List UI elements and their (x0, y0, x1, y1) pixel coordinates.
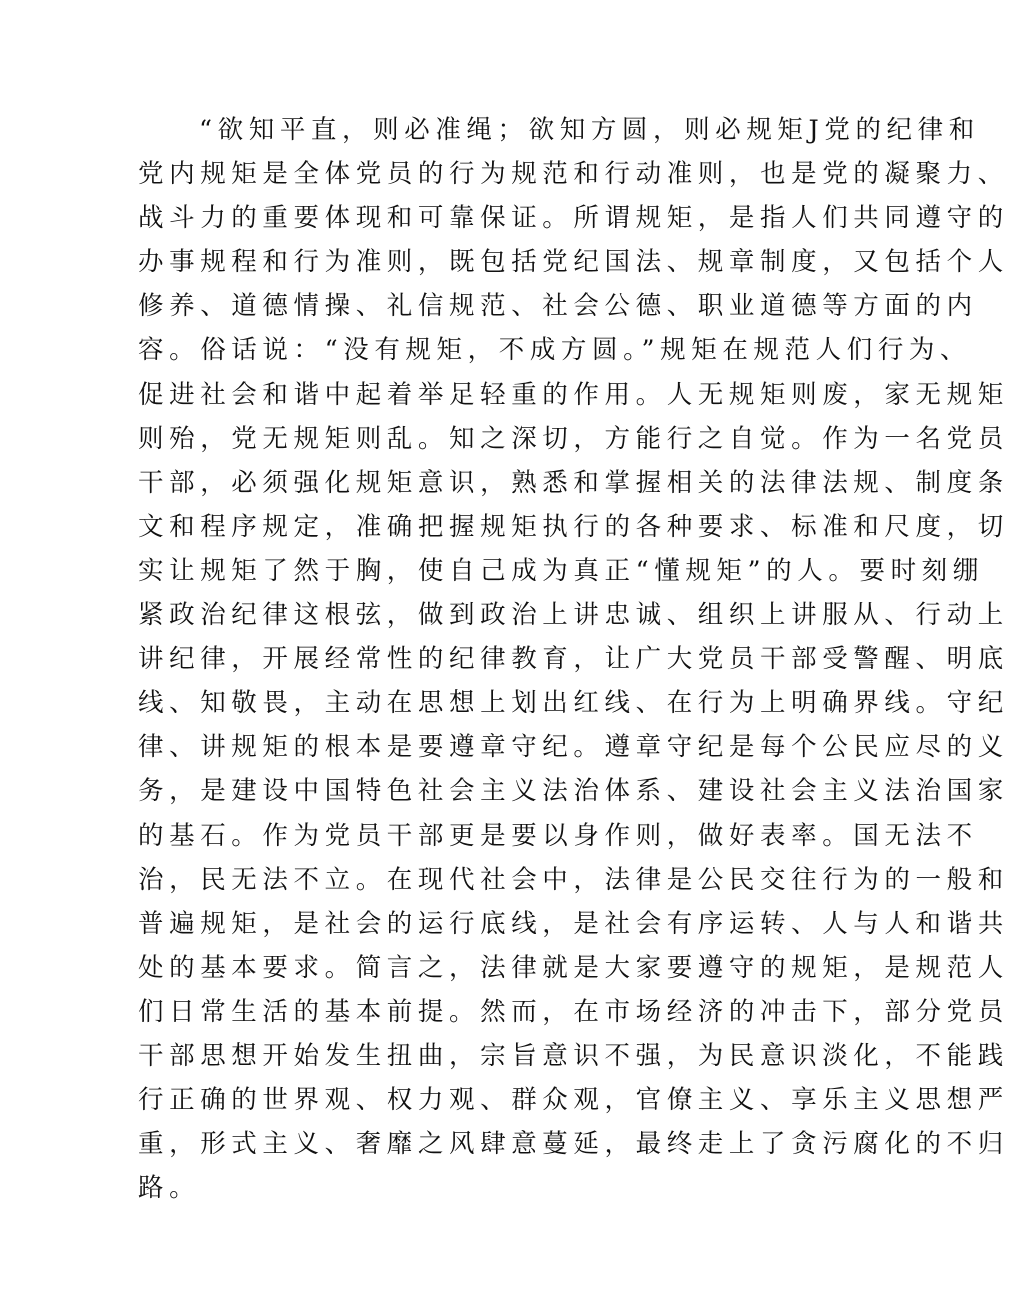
paragraph-line: 们日常生活的基本前提。然而，在市场经济的冲击下，部分党员 (138, 996, 1009, 1027)
paragraph-line: 容。俗话说：“没有规矩，不成方圆。”规矩在规范人们行为、 (138, 335, 972, 366)
paragraph-line: 处的基本要求。简言之，法律就是大家要遵守的规矩，是规范人 (138, 952, 1009, 983)
paragraph-line: 普遍规矩，是社会的运行底线，是社会有序运转、人与人和谐共 (138, 908, 1009, 939)
paragraph-line: 促进社会和谐中起着举足轻重的作用。人无规矩则废，家无规矩 (138, 379, 1009, 410)
paragraph-line: 则殆，党无规矩则乱。知之深切，方能行之自觉。作为一名党员 (138, 423, 1009, 454)
paragraph-line: 干部，必须强化规矩意识，熟悉和掌握相关的法律法规、制度条 (138, 467, 1009, 498)
paragraph-line: 修养、道德情操、礼信规范、社会公德、职业道德等方面的内 (138, 291, 978, 322)
paragraph-line: 治，民无法不立。在现代社会中，法律是公民交往行为的一般和 (138, 864, 1009, 895)
paragraph-line: 讲纪律，开展经常性的纪律教育，让广大党员干部受警醒、明底 (138, 644, 1009, 675)
paragraph-line: 重，形式主义、奢靡之风肆意蔓延，最终走上了贪污腐化的不归 (138, 1129, 1009, 1160)
paragraph-line: 实让规矩了然于胸，使自己成为真正“懂规矩”的人。要时刻绷 (138, 555, 984, 586)
paragraph-line: 紧政治纪律这根弦，做到政治上讲忠诚、组织上讲服从、行动上 (138, 600, 1009, 631)
paragraph-line: 文和程序规定，准确把握规矩执行的各种要求、标准和尺度，切 (138, 511, 1009, 542)
paragraph-line: 律、讲规矩的根本是要遵章守纪。遵章守纪是每个公民应尽的义 (138, 732, 1009, 763)
paragraph-line: 路。 (138, 1173, 201, 1204)
paragraph-line: 线、知敬畏，主动在思想上划出红线、在行为上明确界线。守纪 (138, 688, 1009, 719)
paragraph-line: 办事规程和行为准则，既包括党纪国法、规章制度，又包括个人 (138, 247, 1009, 278)
paragraph-line: 的基石。作为党员干部更是要以身作则，做好表率。国无法不 (138, 820, 978, 851)
paragraph-line: 战斗力的重要体现和可靠保证。所谓规矩，是指人们共同遵守的 (138, 203, 1009, 234)
paragraph-line: “欲知平直，则必准绳；欲知方圆，则必规矩J党的纪律和 (199, 115, 980, 145)
paragraph-line: 党内规矩是全体党员的行为规范和行动准则，也是党的凝聚力、 (138, 159, 1009, 190)
paragraph-line: 行正确的世界观、权力观、群众观，官僚主义、享乐主义思想严 (138, 1085, 1009, 1116)
paragraph-line: 务，是建设中国特色社会主义法治体系、建设社会主义法治国家 (138, 776, 1009, 807)
paragraph-line: 干部思想开始发生扭曲，宗旨意识不强，为民意识淡化，不能践 (138, 1040, 1009, 1071)
body-paragraph (138, 108, 1009, 1210)
